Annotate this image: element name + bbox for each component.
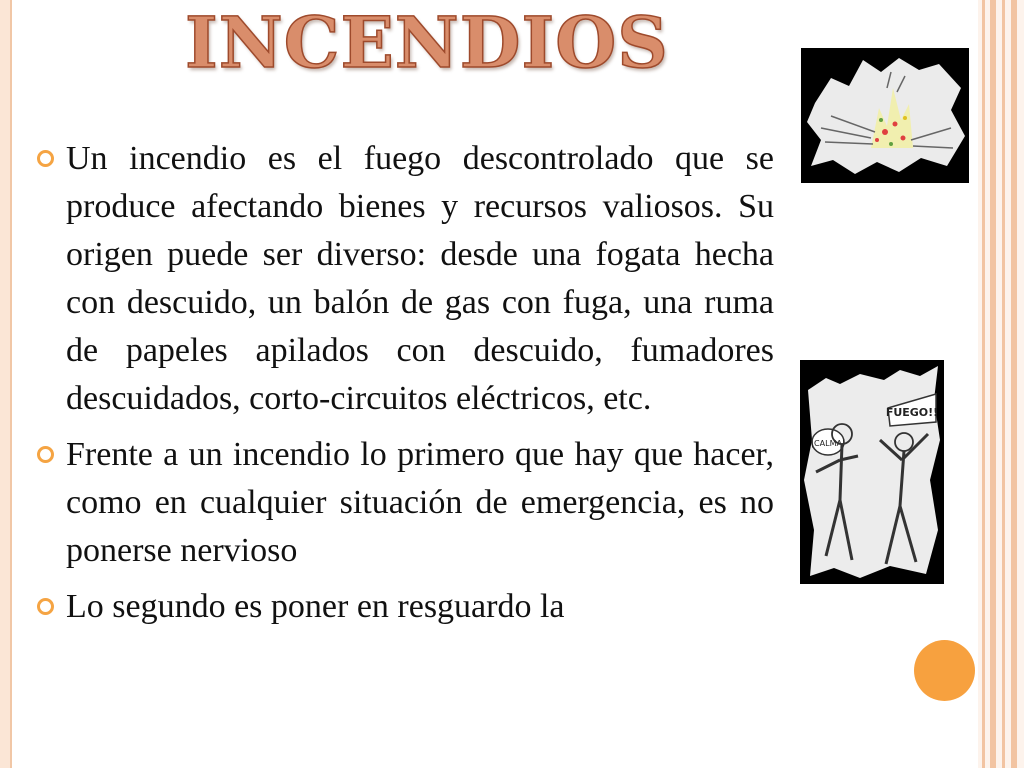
bullet-text: Lo segundo es poner en resguardo la (66, 588, 565, 625)
bullet-text: Frente a un incendio lo primero que hay que hacer, como en cualquier situación de emergencia, es no ponerse nervioso (66, 436, 774, 569)
fire-sketch-icon (801, 48, 969, 183)
speech-left-label: ¡CALMA! (810, 439, 846, 448)
slide-title: INCENDIOS (185, 1, 669, 84)
bullet-item (37, 431, 774, 575)
bullet-ring-icon (37, 446, 54, 463)
people-shouting-sketch-icon (800, 360, 944, 584)
bullet-list (37, 135, 774, 639)
speech-right-label: FUEGO!! (885, 406, 939, 419)
people-shouting-sketch-image (800, 360, 944, 584)
decorative-orange-circle (914, 640, 975, 701)
frame-stripe (1002, 0, 1005, 768)
bullet-ring-icon (37, 598, 54, 615)
bullet-ring-icon (37, 150, 54, 167)
bullet-item (37, 583, 774, 631)
frame-stripe (982, 0, 985, 768)
frame-stripe (1011, 0, 1017, 768)
bullet-text: Un incendio es el fuego descontrolado que se produce afectando bienes y recursos valiosos. Su origen puede ser diverso: desde una fogata hecha con descuido, un balón de gas con fuga, una ruma de papeles apilados con descuido, fumadores descuidados, corto-circuitos eléctricos, etc. (66, 140, 774, 417)
right-frame-stripes (978, 0, 1024, 768)
fire-sketch-image (801, 48, 969, 183)
frame-stripe (990, 0, 996, 768)
left-frame-stripe (0, 0, 12, 768)
bullet-item (37, 135, 774, 423)
